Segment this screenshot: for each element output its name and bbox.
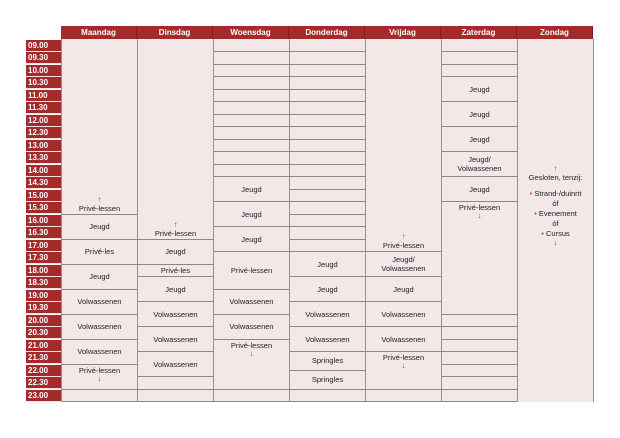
schedule-slot[interactable]: [138, 265, 213, 278]
closed-title: Gesloten, tenzij:: [528, 173, 583, 182]
slot-label: Jeugd: [165, 284, 186, 294]
time-label: 09.30: [26, 52, 61, 64]
schedule-slot[interactable]: [366, 390, 441, 403]
time-label: 17.00: [26, 240, 61, 252]
slot-label: Jeugd: [317, 259, 338, 269]
time-label: 15.30: [26, 202, 61, 214]
schedule-slot[interactable]: [290, 190, 365, 203]
schedule-slot[interactable]: [290, 240, 365, 253]
schedule-slot[interactable]: [214, 165, 289, 178]
slot-label: Privé-lessen: [382, 241, 425, 250]
schedule-slot[interactable]: [214, 65, 289, 78]
slot-label: Privé-lessen: [78, 203, 121, 213]
day-header-vrijdag: Vrijdag: [365, 26, 441, 39]
slot-label: Privé-lessen: [230, 340, 273, 350]
schedule-slot[interactable]: [214, 390, 289, 403]
slot-label: Jeugd: [393, 284, 414, 294]
time-label: 16.30: [26, 227, 61, 239]
slot-label: Jeugd: [165, 247, 186, 256]
schedule-slot[interactable]: [138, 327, 213, 352]
zondag-closed-note: [518, 165, 593, 247]
schedule-slot[interactable]: [62, 40, 137, 215]
schedule-slot[interactable]: [138, 377, 213, 390]
day-header-dinsdag: Dinsdag: [137, 26, 213, 39]
time-label: 12.30: [26, 127, 61, 139]
time-label: 23.00: [26, 390, 61, 402]
schedule-slot[interactable]: [62, 315, 137, 340]
schedule-slot[interactable]: [442, 77, 517, 102]
schedule-slot[interactable]: [290, 202, 365, 215]
schedule-slot[interactable]: [214, 140, 289, 153]
slot-label: Volwassenen: [153, 359, 198, 369]
day-column-woensdag: [213, 39, 289, 402]
day-column-donderdag: [289, 39, 365, 402]
schedule-slot[interactable]: [442, 40, 517, 53]
schedule-slot[interactable]: [290, 352, 365, 371]
day-header-donderdag: Donderdag: [289, 26, 365, 39]
bullet-icon: •: [529, 189, 533, 198]
time-label: 20.00: [26, 315, 61, 327]
schedule-slot[interactable]: [442, 202, 517, 315]
slot-label: Volwassenen: [381, 334, 426, 344]
slot-label: Jeugd: [469, 134, 490, 144]
schedule-slot[interactable]: [138, 240, 213, 265]
slot-label: Volwassenen: [305, 309, 350, 319]
separator-text: óf: [552, 199, 559, 208]
schedule-slot[interactable]: [442, 177, 517, 202]
day-header-maandag: Maandag: [61, 26, 137, 39]
day-header-zaterdag: Zaterdag: [441, 26, 517, 39]
schedule-slot[interactable]: [214, 252, 289, 290]
schedule-slot[interactable]: [290, 115, 365, 128]
schedule-slot[interactable]: [62, 265, 137, 290]
separator-text: óf: [552, 219, 559, 228]
schedule-slot[interactable]: [290, 302, 365, 327]
day-column-vrijdag: [365, 39, 441, 402]
schedule-slot[interactable]: [138, 40, 213, 240]
schedule-slot[interactable]: [442, 127, 517, 152]
slot-label: Jeugd/: [392, 255, 415, 264]
time-label: 18.00: [26, 265, 61, 277]
schedule-slot[interactable]: [442, 102, 517, 127]
schedule-slot[interactable]: [290, 90, 365, 103]
schedule-slot[interactable]: [214, 115, 289, 128]
schedule-slot[interactable]: [442, 352, 517, 365]
time-label: 13.00: [26, 140, 61, 152]
arrow-up-icon: ↑: [97, 194, 102, 204]
slot-label: Springles: [311, 375, 344, 385]
schedule-slot[interactable]: [290, 371, 365, 390]
slot-label: Jeugd: [241, 234, 262, 244]
schedule-slot[interactable]: [214, 315, 289, 340]
schedule-slot[interactable]: [62, 390, 137, 403]
slot-label: Volwassenen: [305, 334, 350, 344]
schedule-slot[interactable]: [62, 365, 137, 390]
slot-label: Volwassenen: [153, 334, 198, 344]
schedule-slot[interactable]: [62, 290, 137, 315]
slot-label: Jeugd: [469, 84, 490, 94]
time-label: 21.30: [26, 352, 61, 364]
schedule-slot[interactable]: [442, 377, 517, 390]
schedule-slot[interactable]: [214, 102, 289, 115]
time-label: 17.30: [26, 252, 61, 264]
time-label: 20.30: [26, 327, 61, 339]
schedule-slot[interactable]: [62, 340, 137, 365]
schedule-slot[interactable]: [290, 277, 365, 302]
time-label: 14.00: [26, 165, 61, 177]
time-label: 22.00: [26, 365, 61, 377]
schedule-slot[interactable]: [290, 77, 365, 90]
schedule-slot[interactable]: [366, 327, 441, 352]
slot-label: Jeugd: [241, 184, 262, 194]
slot-label: Volwassenen: [153, 309, 198, 319]
slot-label: Privé-les: [160, 265, 191, 275]
schedule-slot[interactable]: [366, 352, 441, 390]
schedule-slot[interactable]: [366, 252, 441, 277]
bullet-icon: •: [534, 209, 537, 218]
schedule-slot[interactable]: [290, 102, 365, 115]
schedule-slot[interactable]: [290, 127, 365, 140]
schedule-slot[interactable]: [290, 140, 365, 153]
schedule-slot[interactable]: [290, 215, 365, 228]
slot-label: Jeugd: [469, 184, 490, 194]
arrow-down-icon: ↓: [97, 373, 102, 383]
time-label: 22.30: [26, 377, 61, 389]
time-label: 10.00: [26, 65, 61, 77]
schedule-slot[interactable]: [138, 352, 213, 377]
time-label: 15.00: [26, 190, 61, 202]
slot-label: Springles: [311, 356, 344, 366]
closed-exception-item: • Cursus: [541, 229, 570, 238]
schedule-slot[interactable]: [442, 365, 517, 378]
bullet-icon: •: [541, 229, 544, 238]
slot-label: Volwassenen: [77, 297, 122, 306]
arrow-down-icon: ↓: [553, 238, 558, 247]
slot-label: Volwassenen: [381, 309, 426, 319]
slot-label: Jeugd: [89, 222, 110, 231]
schedule-slot[interactable]: [214, 340, 289, 390]
day-column-dinsdag: [137, 39, 213, 402]
schedule-slot[interactable]: [290, 227, 365, 240]
schedule-slot[interactable]: [138, 277, 213, 302]
time-label: 19.00: [26, 290, 61, 302]
schedule-slot[interactable]: [138, 390, 213, 403]
slot-label: Privé-lessen: [382, 353, 425, 362]
slot-label: Jeugd: [469, 109, 490, 119]
arrow-up-icon: ↑: [553, 164, 558, 173]
schedule-slot[interactable]: [290, 65, 365, 78]
arrow-up-icon: ↑: [401, 232, 406, 241]
schedule-slot[interactable]: [62, 240, 137, 265]
slot-label: Volwassenen: [77, 347, 122, 356]
schedule-slot[interactable]: [214, 127, 289, 140]
day-column-zondag: [517, 39, 594, 402]
schedule-slot[interactable]: [290, 177, 365, 190]
time-label: 16.00: [26, 215, 61, 227]
schedule-slot[interactable]: [214, 52, 289, 65]
time-label: 21.00: [26, 340, 61, 352]
schedule-slot[interactable]: [290, 52, 365, 65]
schedule-slot[interactable]: [442, 315, 517, 328]
schedule-slot[interactable]: [290, 327, 365, 352]
slot-label: Privé-lessen: [78, 365, 121, 375]
day-header-zondag: Zondag: [517, 26, 593, 39]
arrow-up-icon: ↑: [173, 219, 178, 229]
slot-label: Volwassenen: [229, 322, 274, 331]
schedule-slot[interactable]: [290, 152, 365, 165]
slot-label: Volwassenen: [77, 322, 122, 331]
slot-label: Privé-les: [84, 247, 115, 256]
day-column-zaterdag: [441, 39, 517, 402]
schedule-slot[interactable]: [290, 390, 365, 403]
time-label: 13.30: [26, 152, 61, 164]
schedule-slot[interactable]: [214, 90, 289, 103]
schedule-slot[interactable]: [442, 152, 517, 177]
slot-label: Privé-lessen: [458, 203, 501, 212]
schedule-slot[interactable]: [366, 302, 441, 327]
schedule-slot[interactable]: [442, 327, 517, 340]
closed-exception-item: • Strand-/duinrit: [529, 189, 582, 198]
arrow-down-icon: ↓: [477, 211, 482, 220]
slot-label: Volwassenen: [457, 164, 502, 173]
schedule-slot[interactable]: [442, 390, 517, 403]
time-label: 12.00: [26, 115, 61, 127]
schedule-slot[interactable]: [214, 202, 289, 227]
time-label: 09.00: [26, 40, 61, 52]
schedule-slot[interactable]: [214, 152, 289, 165]
arrow-down-icon: ↓: [401, 361, 406, 370]
slot-label: Volwassenen: [229, 297, 274, 306]
time-label: 18.30: [26, 277, 61, 289]
schedule-slot[interactable]: [366, 40, 441, 253]
slot-label: Privé-lessen: [154, 228, 197, 238]
schedule-slot[interactable]: [366, 277, 441, 302]
schedule-slot[interactable]: [290, 252, 365, 277]
schedule-slot[interactable]: [442, 340, 517, 353]
time-label: 14.30: [26, 177, 61, 189]
schedule-slot[interactable]: [214, 227, 289, 252]
day-column-maandag: [61, 39, 137, 402]
schedule-slot[interactable]: [138, 302, 213, 327]
slot-label: Volwassenen: [381, 264, 426, 273]
slot-label: Jeugd/: [468, 155, 491, 164]
schedule-slot[interactable]: [214, 290, 289, 315]
slot-label: Jeugd: [317, 284, 338, 294]
schedule-slot[interactable]: [214, 40, 289, 53]
slot-label: Jeugd: [241, 209, 262, 219]
time-label: 11.00: [26, 90, 61, 102]
schedule-slot[interactable]: [442, 52, 517, 65]
schedule-slot[interactable]: [62, 215, 137, 240]
closed-exception-item: • Evenement: [534, 209, 577, 218]
arrow-down-icon: ↓: [249, 348, 254, 358]
schedule-slot[interactable]: [214, 177, 289, 202]
time-label: 10.30: [26, 77, 61, 89]
schedule-slot[interactable]: [290, 165, 365, 178]
slot-label: Jeugd: [89, 272, 110, 281]
slot-label: Privé-lessen: [230, 265, 273, 275]
day-header-woensdag: Woensdag: [213, 26, 289, 39]
time-label: 11.30: [26, 102, 61, 114]
schedule-slot[interactable]: [290, 40, 365, 53]
schedule-slot[interactable]: [214, 77, 289, 90]
time-label: 19.30: [26, 302, 61, 314]
schedule-slot[interactable]: [442, 65, 517, 78]
